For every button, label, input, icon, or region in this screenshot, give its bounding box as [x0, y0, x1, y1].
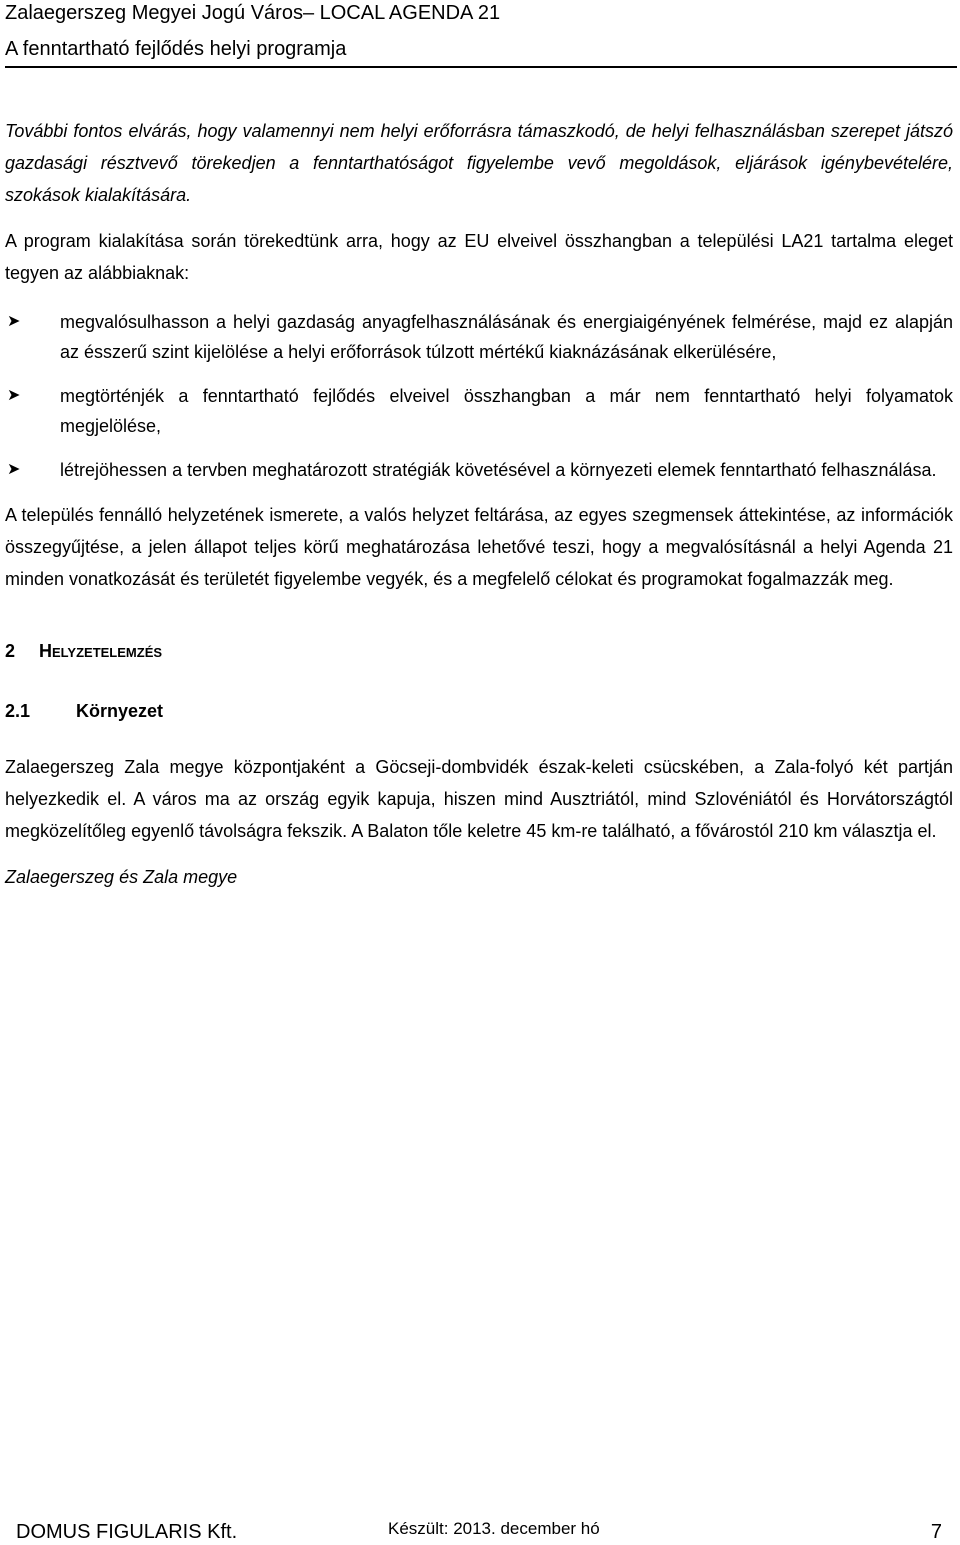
program-paragraph: A program kialakítása során törekedtünk arra, hogy az EU elveivel összhangban a települési LA21 tartalma eleget tegyen az alábbiaknak:: [5, 231, 953, 283]
document-subtitle: A fenntartható fejlődés helyi programja: [5, 38, 347, 60]
subsection-title: Környezet: [76, 701, 164, 721]
arrowhead-bullet-icon: ➤: [7, 387, 21, 404]
list-item: [5, 455, 953, 485]
situation-paragraph: A település fennálló helyzetének ismerete, a valós helyzet feltárása, az egyes szegmensek áttekintése, az információk összegyűjtése, a jelen állapot teljes körű meghatározása lehetővé teszi, hogy a megvalósításnál a helyi Agenda 21 minden vonatkozását és területét figyelembe vegyék, és a megfelelő célokat és programokat fogalmazzák meg.: [5, 505, 953, 589]
list-item-text: létrejöhessen a tervben meghatározott stratégiák követésével a környezeti elemek fenntartható felhasználása.: [60, 460, 937, 480]
page-header: [5, 0, 957, 61]
arrowhead-bullet-icon: ➤: [7, 461, 21, 478]
page-body: [5, 115, 953, 911]
subsection-caption: Zalaegerszeg és Zala megye: [5, 867, 238, 887]
requirements-list: [5, 307, 953, 485]
list-item: [5, 307, 953, 367]
subsection-heading: [5, 699, 953, 723]
list-item-text: megtörténjék a fenntartható fejlődés elveivel összhangban a már nem fenntartható helyi folyamatok megjelölése,: [60, 386, 953, 436]
page-number: 7: [930, 1521, 942, 1543]
environment-paragraph: Zalaegerszeg Zala megye központjaként a Göcseji-dombvidék észak-keleti csücskében, a Zala-folyó két partján helyezkedik el. A város ma az ország egyik kapuja, hiszen mind Ausztriától, mind Szlovéniától és Horvátországtól megközelítőleg egyenlő távolságra fekszik. A Balaton tőle keletre 45 km-re található, a fővárostól 210 km választja el.: [5, 757, 953, 841]
footer-date: Készült: 2013. december hó: [388, 1519, 600, 1538]
list-item: [5, 381, 953, 441]
section-number: 2: [5, 641, 16, 661]
subsection-number: 2.1: [5, 701, 31, 721]
list-item-text: megvalósulhasson a helyi gazdaság anyagfelhasználásának és energiaigényének felmérése, majd ez alapján az ésszerű szint kijelölése a helyi erőforrások túlzott mértékű kiaknázásának elkerülésére,: [60, 312, 953, 362]
intro-paragraph: További fontos elvárás, hogy valamennyi nem helyi erőforrásra támaszkodó, de helyi felhasználásban szerepet játszó gazdasági résztvevő törekedjen a fenntarthatóságot figyelembe vevő megoldások, eljárások igénybevételére, szokások kialakítására.: [5, 121, 953, 205]
page-footer: [0, 1521, 960, 1545]
document-title: Zalaegerszeg Megyei Jogú Város– LOCAL AGENDA 21: [5, 2, 501, 24]
header-divider: [5, 66, 957, 68]
footer-company: DOMUS FIGULARIS Kft.: [16, 1521, 238, 1543]
section-heading: [5, 639, 953, 663]
section-title: Helyzetelemzés: [39, 641, 163, 661]
arrowhead-bullet-icon: ➤: [7, 313, 21, 330]
